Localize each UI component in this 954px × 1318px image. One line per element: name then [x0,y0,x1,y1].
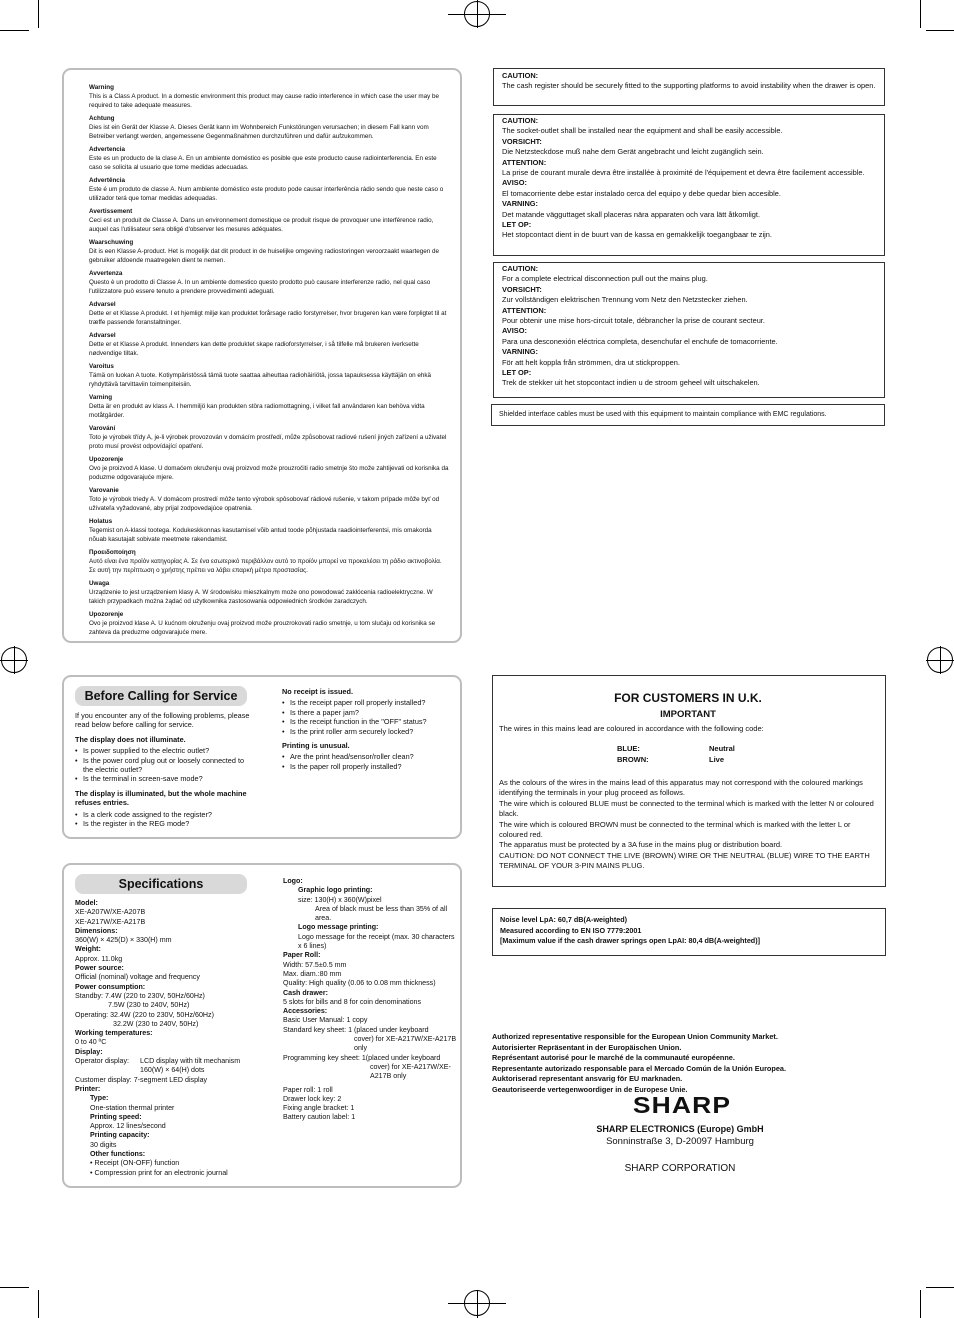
service-problem-heading: No receipt is issued. [282,687,353,696]
warning-item [89,549,449,575]
spec-accessory-programming-key-sheet-2: cover) for XE-A217W/XE-A217B only [370,1062,451,1081]
noise-level-box [492,908,886,956]
warning-heading: Achtung [89,115,115,122]
service-check-item: • Is the paper roll properly installed? [282,762,458,771]
spec-graphic-logo-area: Area of black must be less than 35% of all area. [315,904,448,923]
service-left-column [75,711,253,833]
warning-text: Ovo je proizvod klase A. U kućnom okruženju ovaj proizvod može prouzrokovati radio smetnje, u tom slučaju od korisnika se zahteva da preduzme odgovarajuće mere. [89,620,436,636]
caution-heading: CAUTION: [502,264,539,273]
socket-outlet-caution-box [493,114,885,256]
caution-heading: LET OP: [502,368,532,378]
warning-item [89,456,449,482]
specifications-title: Specifications [75,874,247,894]
warning-text: Ceci est un produit de Classe A. Dans un environnement domestique ce produit risque de provoquer une interférence radio, auquel cas l'utilisateur sera obligé d'observer les mesures adéquates. [89,217,434,233]
emc-notice: Shielded interface cables must be used with this equipment to maintain compliance with EMC regulations. [499,411,827,418]
service-check-item: • Is there a paper jam? [282,708,458,717]
spec-model-2: XE-A217W/XE-A217B [75,917,146,926]
caution-heading: VARNING: [502,199,538,209]
caution-heading: VORSICHT: [502,136,542,146]
warning-heading: Varning [89,394,113,401]
spec-accessory-battery-label: Battery caution label: 1 [283,1113,356,1122]
uk-intro: The wires in this mains lead are coloured in accordance with the following code: [499,723,764,733]
caution-text: För att helt koppla från strömmen, dra ut stickproppen. [502,357,680,367]
company-name: SHARP ELECTRONICS (Europe) GmbH [596,1124,764,1134]
service-check-item: • Is the register in the REG mode? [75,819,253,828]
registration-mark [464,1290,490,1316]
authorized-representative-line: Représentant autorisé pour le marché de la communauté européenne. [492,1053,735,1062]
corporation-name: SHARP CORPORATION [624,1163,736,1174]
service-check-item: • Is the print roller arm securely locked? [282,727,458,736]
class-a-warnings-panel [62,68,462,643]
spec-other-function-2: • Compression print for an electronic journal [90,1168,228,1177]
warnings-list [89,84,449,642]
warning-item [89,177,449,203]
warning-item [89,425,449,451]
spec-operator-display-1: LCD display with tilt mechanism [140,1057,241,1066]
spec-graphic-logo-size: size: 130(H) x 360(W)pixel [298,895,382,904]
spec-paper-roll-width: Width: 57.5±0.5 mm [283,960,347,969]
spec-accessory-paper-roll: Paper roll: 1 roll [283,1085,333,1094]
service-intro: If you encounter any of the following problems, please read below before calling for service. [75,711,250,730]
uk-customers-box [492,675,886,887]
spec-logo-message-heading: Logo message printing: [298,923,379,932]
spec-display-heading: Display: [75,1047,103,1056]
warning-item [89,518,449,544]
spec-printing-speed: Approx. 12 lines/second [90,1122,166,1131]
warning-item [89,394,449,420]
warning-heading: Varování [89,425,116,432]
spec-dimensions: 360(W) × 425(D) × 330(H) mm [75,936,172,945]
specifications-panel [62,863,462,1188]
registration-mark [1,647,27,673]
spec-customer-display: Customer display: 7-segment LED display [75,1075,208,1084]
spec-power-consumption-heading: Power consumption: [75,982,146,991]
caution-heading: AVISO: [502,178,527,188]
caution-heading: VARNING: [502,347,538,357]
warning-heading: Advertência [89,177,126,184]
spec-paper-roll-heading: Paper Roll: [283,951,321,960]
uk-blue-value: Neutral [709,744,735,754]
warning-text: Dette er et Klasse A produkt. Innendørs kan dette produktet skape radioforstyrrelser, i så tilfelle må brukeren iverksette nødvendige tiltak. [89,341,419,357]
spec-power-operating: Operating: 32.4W (220 to 230V, 50Hz/60Hz) [75,1010,214,1019]
spec-power-standby-2: 7.5W (230 to 240V, 50Hz) [108,1001,190,1010]
uk-paragraph-2: The wire which is coloured BLUE must be connected to the terminal which is marked with the letter N or coloured black. [499,798,874,819]
authorized-representative-line: Authorized representative responsible for the European Union Community Market. [492,1032,778,1041]
spec-cash-drawer: 5 slots for bills and 8 for coin denominations [283,997,422,1006]
uk-paragraph-5: CAUTION: DO NOT CONNECT THE LIVE (BROWN) WIRE OR THE NEUTRAL (BLUE) WIRE TO THE EARTH TERMINAL OF YOUR 3-PIN MAINS PLUG. [499,850,870,871]
spec-weight-heading: Weight: [75,945,101,954]
warning-text: Dette er et Klasse A produkt. I et hjemligt miljø kan produktet forårsage radio forstyrrelser, hvor brugeren kan være forpligtet til at træffe passende foranstaltninger. [89,310,447,326]
spec-type: One-station thermal printer [90,1103,175,1112]
spec-operator-display-2: 160(W) × 64(H) dots [140,1066,205,1075]
uk-blue-label: BLUE: [617,744,640,754]
warning-text: Este é um produto de classe A. Num ambiente doméstico este produto pode causar interferência rádio sendo que neste caso o utilizador terá que tomar medidas adequadas. [89,186,444,202]
warning-item [89,84,449,110]
uk-paragraph-1: As the colours of the wires in the mains lead of this apparatus may not correspond with the coloured markings identifying the terminals in your plug proceed as follows. [499,778,863,798]
service-check-item: • Are the print head/sensor/roller clean? [282,752,458,761]
warning-item [89,611,449,637]
service-check-list [282,752,458,771]
spec-accessory-standard-key-sheet-2: cover) for XE-A217W/XE-A217B only [354,1035,457,1053]
service-panel [62,675,462,839]
warning-item [89,301,449,327]
spec-power-standby: Standby: 7.4W (220 to 230V, 50Hz/60Hz) [75,991,205,1000]
registration-mark [927,647,953,673]
specs-right-column [283,877,459,1123]
caution-text: The cash register should be securely fitted to the supporting platforms to avoid instability when the drawer is open. [502,81,876,91]
warning-heading: Προειδοποίηση [89,549,136,556]
caution-heading: ATTENTION: [502,157,547,167]
authorized-representative-line: Auktoriserad representant ansvarig för EU marknaden. [492,1074,683,1083]
warning-text: This is a Class A product. In a domestic environment this product may cause radio interference in which case the user may be required to take adequate measures. [89,93,439,109]
uk-brown-value: Live [709,754,725,764]
service-check-item: • Is power supplied to the electric outlet? [75,746,253,755]
service-problem-heading: The display is illuminated, but the whole machine refuses entries. [75,788,247,808]
warning-item [89,332,449,358]
caution-text: La prise de courant murale devra être installée à proximité de l'équipement et devra être facilement accessible. [502,168,865,178]
warning-item [89,363,449,389]
spec-type-heading: Type: [90,1094,109,1103]
caution-text: Zur vollständigen elektrischen Trennung vom Netz den Netzstecker ziehen. [502,295,748,305]
authorized-representative-block [492,1032,892,1095]
spec-power-source-heading: Power source: [75,964,124,973]
spec-accessory-drawer-lock-key: Drawer lock key: 2 [283,1094,342,1103]
warning-text: Detta är en produkt av klass A. I hemmiljö kan produkten störa radiomottagning, i vilket fall användaren kan behöva vidta motåtgärder. [89,403,425,419]
caution-heading: CAUTION: [502,71,539,80]
caution-text: For a complete electrical disconnection pull out the mains plug. [502,274,708,284]
service-problem-heading: The display does not illuminate. [75,734,186,744]
warning-text: Toto je výrobok triedy A. V domácom prostredí môže tento výrobok spôsobovať rádiové rušenie, v takom prípade môže byť od užívateľa vyžadované, aby prijal zodpovedajúce opatrenia. [89,496,440,512]
warning-item [89,208,449,234]
emc-notice-box [491,404,885,426]
service-check-item: • Is a clerk code assigned to the register? [75,810,253,819]
service-check-item: • Is the power cord plug out or loosely connected to the electric outlet? [75,756,253,775]
spec-power-source: Official (nominal) voltage and frequency [75,973,200,982]
spec-temperature: 0 to 40 ºC [75,1038,107,1047]
warning-heading: Advarsel [89,332,116,339]
spec-printing-capacity-heading: Printing capacity: [90,1131,150,1140]
service-check-item: • Is the receipt function in the "OFF" status? [282,717,458,726]
spec-accessory-programming-key-sheet: Programming key sheet: 1(placed under keyboard [283,1053,441,1062]
noise-standard: Measured according to EN ISO 7779:2001 [500,925,642,935]
company-address: Sonninstraße 3, D-20097 Hamburg [606,1136,754,1147]
service-check-item: • Is the receipt paper roll properly installed? [282,698,458,707]
service-problem-heading: Printing is unusual. [282,741,350,751]
spec-weight: Approx. 11.0kg [75,954,123,963]
warning-item [89,580,449,606]
warning-item [89,239,449,265]
spec-accessory-manual: Basic User Manual: 1 copy [283,1016,368,1025]
warning-heading: Avvertenza [89,270,123,277]
service-check-list [282,698,458,736]
disconnection-caution-box [493,262,885,398]
warning-heading: Warning [89,84,114,91]
authorized-representative-line: Representante autorizado responsable para el Mercado Común de la Unión Europea. [492,1063,786,1073]
registration-mark [464,1,490,27]
warning-text: Tämä on luokan A tuote. Kotiympäristössä tämä tuote saattaa aiheuttaa radiohäiriötä, jossa tapauksessa käyttäjän on ehkä ryhdyttävä tarvittaviin toimenpiteisiin. [89,372,431,388]
spec-accessory-fixing-bracket: Fixing angle bracket: 1 [283,1104,355,1113]
warning-item [89,115,449,141]
warning-heading: Avertissement [89,208,133,215]
service-title: Before Calling for Service [75,686,247,706]
warning-heading: Holatus [89,518,113,525]
authorized-representative-line: Autorisierter Repräsentant in der Europäischen Union. [492,1042,682,1052]
sharp-logo: SHARP [632,1092,732,1118]
spec-cash-drawer-heading: Cash drawer: [283,988,328,997]
caution-text: Pour obtenir une mise hors-circuit totale, débrancher la prise de courant secteur. [502,316,765,326]
spec-accessories-heading: Accessories: [283,1007,328,1016]
warning-heading: Varoitus [89,363,114,370]
caution-text: Het stopcontact dient in de buurt van de kassa en gemakkelijk toegangbaar te zijn. [502,230,772,240]
caution-text: The socket-outlet shall be installed near the equipment and shall be easily accessible. [502,126,783,136]
spec-power-operating-2: 32.2W (230 to 240V, 50Hz) [113,1019,199,1028]
uk-title: FOR CUSTOMERS IN U.K. [614,691,762,705]
spec-accessory-standard-key-sheet: Standard key sheet: 1 (placed under keyboard [283,1025,429,1034]
service-check-list [75,746,253,784]
warning-text: Αυτό είναι ένα προϊόν κατηγορίας Α. Σε ένα εσωτερικό περιβάλλον αυτό το προϊόν μπορεί να προκαλέσει τη ράδιο ακτινοβολία. Σε αυτή την περίπτωση ο χρήστης πρέπει να λάβει επαρκή μέτρα προστασίας. [89,558,442,574]
warning-item [89,146,449,172]
spec-paper-roll-quality: Quality: High quality (0.06 to 0.08 mm thickness) [283,979,436,988]
caution-heading: AVISO: [502,326,527,336]
warning-heading: Uwaga [89,580,110,587]
warning-heading: Upozorenje [89,611,124,618]
spec-logo-message: Logo message for the receipt (max. 30 characters x 6 lines) [298,932,455,951]
warning-heading: Upozorenje [89,456,124,463]
uk-wire-code-table [617,744,877,765]
warning-text: Dit is een Klasse A-product. Het is mogelijk dat dit product in de huiselijke omgeving radiostoringen veroorzaakt waartegen de gebruiker afdoende maatregelen dient te nemen. [89,248,440,264]
warning-heading: Advarsel [89,301,116,308]
caution-text: Det matande vägguttaget skall placeras nära apparaten och vara lätt åtkomligt. [502,209,761,219]
spec-model-heading: Model: [75,899,98,907]
uk-paragraph-3: The wire which is coloured BROWN must be connected to the terminal which is marked with the letter L or coloured red. [499,819,851,840]
warning-text: Este es un producto de la clase A. En un ambiente doméstico es posible que este producto cause radiointerferencia. En este caso se solicita al usuario que tome medidas adecuadas. [89,155,437,171]
warning-text: Toto je výrobek třídy A, je-li výrobek provozován v domácím prostředí, může způsobovat radiové rušení jiných zařízení a uživatel proto musí provést odpovídající opatření. [89,434,447,450]
service-check-item: • Is the terminal in screen-save mode? [75,774,253,783]
caution-text: Die Netzsteckdose muß nahe dem Gerät angebracht und leicht zugänglich sein. [502,147,764,157]
spec-graphic-logo-heading: Graphic logo printing: [298,886,373,895]
warning-text: Questo è un prodotto di Classe A. In un ambiente domestico questo prodotto può causare interferenze radio, nel qual caso l'utilizzatore può essere tenuto a prendere provvedimenti adeguati. [89,279,431,295]
warning-text: Tegemist on A-klassi tootega. Kodukeskkonnas kasutamisel võib antud toode põhjustada raadiointerferentsi, mis omakorda nõuab kasutajalt sobivate meetmete rakendamist. [89,527,432,543]
uk-important: IMPORTANT [660,709,716,721]
warning-item [89,487,449,513]
drawer-caution-box [493,68,885,106]
caution-text: Trek de stekker uit het stopcontact indien u de stroom geheel wilt uitschakelen. [502,378,760,388]
spec-operator-display-label: Operator display: [75,1057,130,1066]
warning-text: Ovo je proizvod A klase. U domaćem okruženju ovaj proizvod može prouzročiti radio smetnje što može zahtijevati od korisnika da poduzme odgovarajuće mjere. [89,465,449,481]
spec-printing-speed-heading: Printing speed: [90,1112,142,1121]
spec-other-function-1: • Receipt (ON-OFF) function [90,1159,180,1168]
warning-heading: Advertencia [89,146,126,153]
caution-heading: ATTENTION: [502,305,547,315]
uk-brown-label: BROWN: [617,754,649,764]
warning-item [89,270,449,296]
specs-left-column [75,899,275,1178]
spec-temperature-heading: Working temperatures: [75,1029,153,1038]
warning-heading: Waarschuwing [89,239,134,246]
caution-text: Para una desconexión eléctrica completa, desenchufar el enchufe de tomacorriente. [502,336,778,346]
caution-heading: CAUTION: [502,116,539,125]
authorized-representative-line: Geautoriseerde vertegenwoordiger in de Europese Unie. [492,1084,688,1094]
spec-logo-heading: Logo: [283,877,303,885]
caution-heading: VORSICHT: [502,284,542,294]
warning-heading: Varovanie [89,487,119,494]
noise-max-value: [Maximum value if the cash drawer springs open LpAI: 80,4 dB(A-weighted)] [500,936,760,945]
caution-heading: LET OP: [502,220,532,230]
service-check-list [75,810,253,829]
spec-operator-display [75,1057,275,1076]
spec-dimensions-heading: Dimensions: [75,926,118,935]
service-right-column [282,687,458,776]
spec-printing-capacity: 30 digits [90,1140,117,1149]
uk-paragraph-4: The apparatus must be protected by a 3A fuse in the mains plug or distribution board. [499,840,783,850]
spec-paper-roll-diameter: Max. diam.:80 mm [283,969,342,978]
spec-printer-heading: Printer: [75,1084,101,1093]
spec-model-1: XE-A207W/XE-A207B [75,908,146,917]
caution-text: El tomacorriente debe estar instalado cerca del equipo y debe quedar bien accesible. [502,188,781,198]
warning-text: Dies ist ein Gerät der Klasse A. Dieses Gerät kann im Wohnbereich Funkstörungen verursachen; in diesem Fall kann vom Betreiber verlangt werden, angemessene Gegenmaßnahmen durchzuführen und dafür aufzukommen. [89,124,429,140]
noise-level: Noise level LpA: 60,7 dB(A-weighted) [500,915,627,924]
warning-text: Urządzenie to jest urządzeniem klasy A. W środowisku mieszkalnym może ono powodować zakłócenia radioelektryczne. W takich przypadkach można żądać od użytkownika zastosowania odpowiednich środków zaradczych. [89,589,433,605]
spec-other-functions-heading: Other functions: [90,1150,146,1159]
